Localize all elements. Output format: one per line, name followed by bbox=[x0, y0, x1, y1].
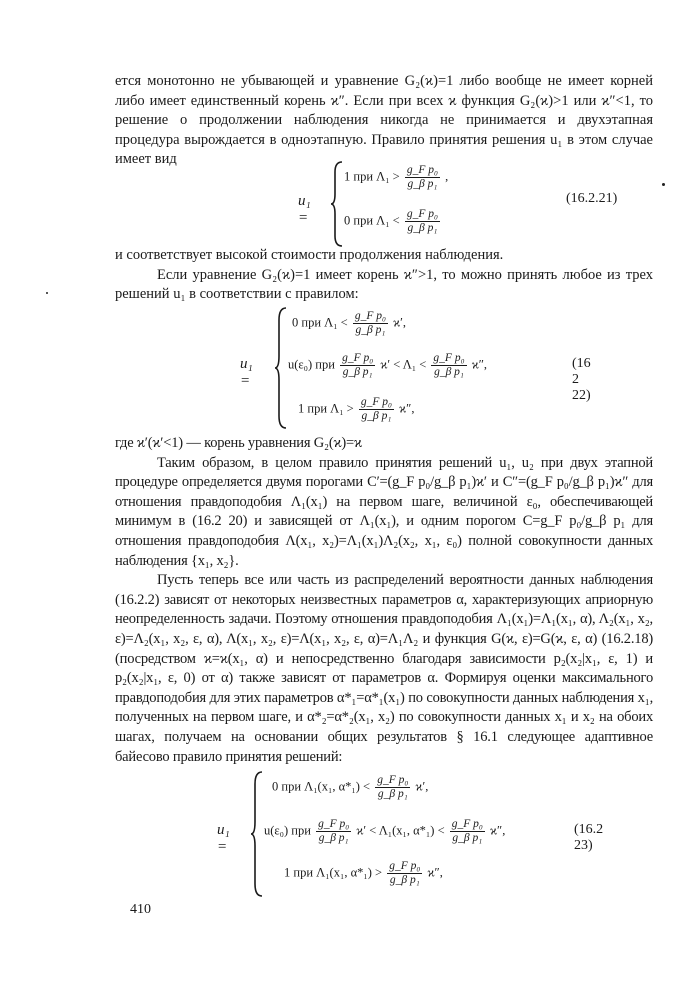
print-speck bbox=[662, 183, 665, 186]
eq21-fraction-2: $\frac{\text{g\_F p₀}}{\text{g\_β p₁}}$ bbox=[406, 208, 439, 234]
eq22-number: (16 2 22) bbox=[572, 356, 591, 403]
eq23-fraction-2: $\frac{\text{g\_F p₀}}{\text{g\_β p₁}}$ bbox=[318, 818, 350, 844]
page-number: 410 bbox=[130, 902, 151, 917]
eq22-row-3: 1 при Λ₁ > $\frac{\text{g\_F p₀}}{\text{g\_β p₁}}$ ϰ″, bbox=[298, 396, 415, 422]
eq23-row-1: 0 при Λ₁(x₁, α*₁) < $\frac{\text{g\_F p₀}}{\text{g\_β p₁}}$ ϰ′, bbox=[272, 774, 429, 800]
eq22-row-2: u(ε₀) при $\frac{\text{g\_F p₀}}{\text{g\_β p₁}}$ ϰ′ < Λ₁ < $\frac{\text{g\_F p₀}}{\text{g\_β p₁}}$ ϰ″, bbox=[288, 352, 488, 378]
eq23-fraction-3: $\frac{\text{g\_F p₀}}{\text{g\_β p₁}}$ bbox=[451, 818, 483, 844]
eq21-number: (16.2.21) bbox=[566, 191, 618, 206]
eq21-lhs: u₁ = bbox=[298, 193, 311, 226]
eq22-fraction-4: $\frac{\text{g\_F p₀}}{\text{g\_β p₁}}$ bbox=[360, 396, 393, 422]
eq23-row-3: 1 при Λ₁(x₁, α*₁) > $\frac{\text{g\_F p₀}}{\text{g\_β p₁}}$ ϰ″, bbox=[284, 860, 443, 886]
eq22-lhs: u₁ = bbox=[240, 356, 253, 389]
eq21-row-1: 1 при Λ₁ > $\frac{\text{g\_F p₀}}{\text{g\_β p₁}}$ , bbox=[344, 164, 449, 190]
eq21-row-2: 0 при Λ₁ < $\frac{\text{g\_F p₀}}{\text{g\_β p₁}}$ bbox=[344, 208, 439, 234]
eq22-fraction-3: $\frac{\text{g\_F p₀}}{\text{g\_β p₁}}$ bbox=[433, 352, 465, 378]
paragraphs-4-6: где ϰ′(ϰ′<1) — корень уравнения G₂(ϰ)=ϰ Таким образом, в целом правило принятия решений u₁, u₂ при двух этапной процедуре определяется двумя порогами C′=(g_F p₀/g_β p₁)ϰ′ и C″=(g_F p₀/g_β p₁)ϰ″ для отношения правдоподобия Λ₁(x₁) на первом шаге, величиной ε₀, обеспечивающей минимум в (16.2 20) и зависящей от Λ₁(x₁), и одним порогом C=g_F p₀/g_β p₁ для отношения правдоподобия Λ(x₁, x₂)=Λ₁(x₁)Λ₂(x₂, x₁, ε₀) полной совокупности данных наблюдения {x₁, x₂}. Пусть теперь все или часть из распределений вероятности данных наблюдения (16.2.2) зависят от некоторых неизвестных параметров α, характеризующих априорную неопределенность задачи. Поэтому отношения правдоподобия Λ₁(x₁)=Λ₁(x₁, α), Λ₂(x₁, x₂, ε)=Λ₂(x₁, x₂, ε, α), Λ(x₁, x₂, ε)=Λ(x₁, x₂, ε, α)=Λ₁Λ₂ и функция G(ϰ, ε)=G(ϰ, ε, α) (16.2.18) (посредством ϰ=ϰ(x₁, α) и непосредственно благодаря зависимости p₂(x₂|x₁, ε, 1) и p₂(x₂|x₁, ε, 0) от α) также зависят от параметров α. Формируя оценки максимального правдоподобия для этих параметров α*₁=α*₁(x₁) по совокупности данных наблюдения x₁, полученных на первом шаге, и α*₂=α*₂(x₁, x₂) по совокупности данных x₁ и x₂ на обоих шагах, получаем на основании общих результатов § 16.1 следующее адаптивное байесово правило принятия решений: bbox=[115, 435, 653, 765]
eq22-brace bbox=[274, 306, 288, 430]
print-speck bbox=[46, 292, 48, 294]
eq23-number: (16.2 23) bbox=[574, 822, 604, 853]
eq23-fraction-1: $\frac{\text{g\_F p₀}}{\text{g\_β p₁}}$ bbox=[377, 774, 409, 800]
paragraph-1: ется монотонно не убывающей и уравнение G₂(ϰ)=1 либо вообще не имеет корней либо имеет единственный корень ϰ″. Если при всех ϰ функция G₂(ϰ)>1 или ϰ″<1, то решение о продолжении наблюдения никогда не принимается и двухэтапная процедура вырождается в одноэтапную. Правило принятия решения u₁ в этом случае имеет вид bbox=[115, 73, 653, 168]
eq23-row-2: u(ε₀) при $\frac{\text{g\_F p₀}}{\text{g\_β p₁}}$ ϰ′ < Λ₁(x₁, α*₁) < $\frac{\text{g\_F p₀}}{\text{g\_β p₁}}$ ϰ″, bbox=[264, 818, 506, 844]
eq23-brace bbox=[250, 770, 264, 898]
eq22-fraction-1: $\frac{\text{g\_F p₀}}{\text{g\_β p₁}}$ bbox=[354, 310, 387, 336]
eq21-fraction-1: $\frac{\text{g\_F p₀}}{\text{g\_β p₁}}$ bbox=[406, 164, 439, 190]
eq22-row-1: 0 при Λ₁ < $\frac{\text{g\_F p₀}}{\text{g\_β p₁}}$ ϰ′, bbox=[292, 310, 407, 336]
eq23-lhs: u₁ = bbox=[217, 822, 230, 855]
eq21-brace bbox=[330, 160, 344, 248]
eq22-fraction-2: $\frac{\text{g\_F p₀}}{\text{g\_β p₁}}$ bbox=[342, 352, 374, 378]
paragraphs-2-3: и соответствует высокой стоимости продолжения наблюдения. Если уравнение G₂(ϰ)=1 имеет корень ϰ″>1, то можно принять любое из трех решений u₁ в соответствии с правилом: bbox=[115, 247, 653, 303]
eq23-fraction-4: $\frac{\text{g\_F p₀}}{\text{g\_β p₁}}$ bbox=[389, 860, 421, 886]
